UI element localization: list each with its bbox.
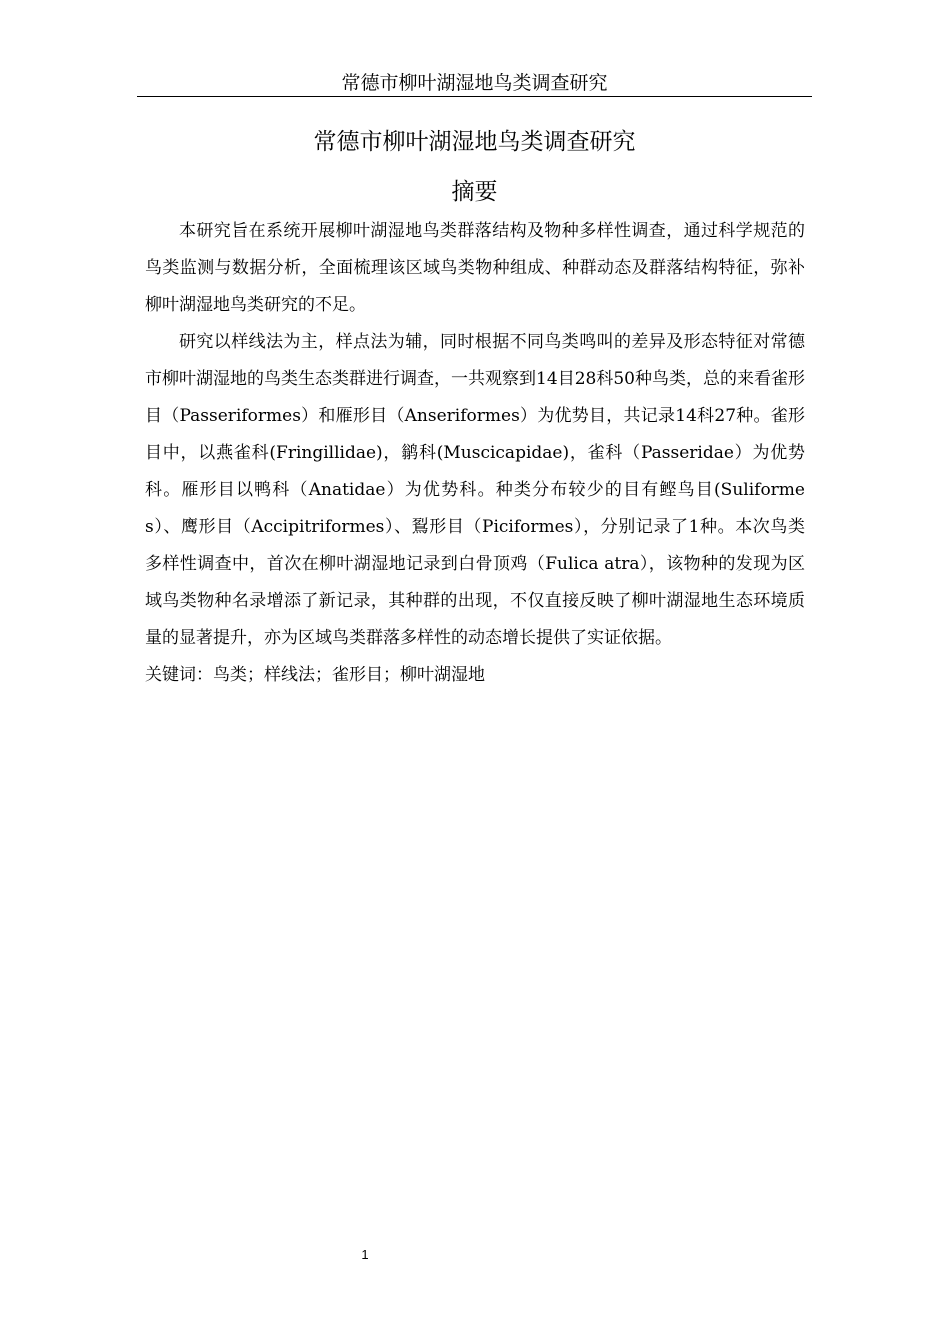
document-title: 常德市柳叶湖湿地鸟类调查研究 [313,129,636,155]
abstract-paragraph-1: 本研究旨在系统开展柳叶湖湿地鸟类群落结构及物种多样性调查，通过科学规范的鸟类监测与数据分析，全面梳理该区域鸟类物种组成、种群动态及群落结构特征，弥补柳叶湖湿地鸟类研究的不足。 [145,221,805,315]
abstract-heading: 摘要 [451,179,498,205]
abstract-body [145,213,805,694]
abstract-paragraph-2: 研究以样线法为主，样点法为辅，同时根据不同鸟类鸣叫的差异及形态特征对常德市柳叶湖湿地的鸟类生态类群进行调查，一共观察到14目28科50种鸟类，总的来看雀形目（Passeriformes）和雁形目（Anseriformes）为优势目，共记录14科27种。雀形目中，以燕雀科(Fringillidae)，鹟科(Muscicapidae)，雀科（Passeridae）为优势科。雁形目以鸭科（Anatidae）为优势科。种类分布较少的目有鲣鸟目(Suliformes）、鹰形目（Accipitriformes）、鴷形目（Piciformes），分别记录了1种。本次鸟类多样性调查中，首次在柳叶湖湿地记录到白骨顶鸡（Fulica atra），该物种的发现为区域鸟类物种名录增添了新记录，其种群的出现，不仅直接反映了柳叶湖湿地生态环境质量的显著提升，亦为区域鸟类群落多样性的动态增长提供了实证依据。 [145,332,805,648]
header-rule [137,96,812,97]
keywords-line: 关键词：鸟类；样线法；雀形目；柳叶湖湿地 [145,665,485,685]
page-number: 1 [361,1247,369,1262]
running-header: 常德市柳叶湖湿地鸟类调查研究 [341,72,608,94]
